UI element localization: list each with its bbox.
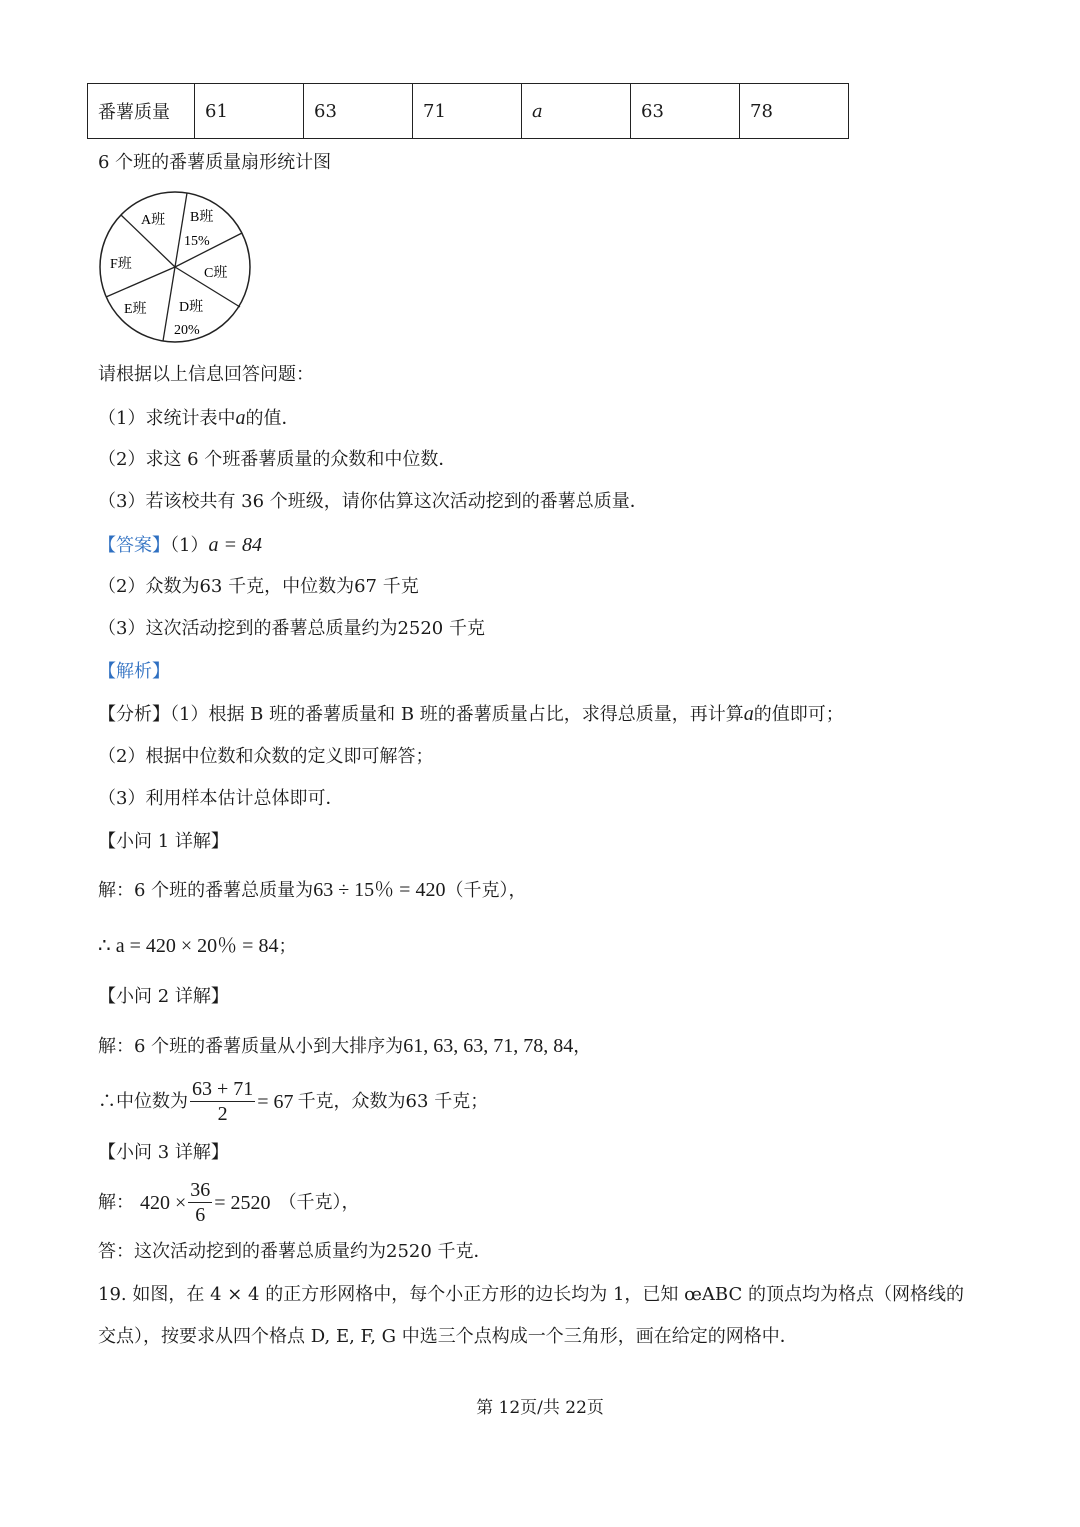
analysis-line-3: （3）利用样本估计总体即可． [98, 788, 344, 809]
variable-a: a [743, 703, 754, 725]
detail-2-heading: 【小问 2 详解】 [98, 986, 229, 1007]
detail-1-line-2 [98, 934, 296, 959]
question-2: （2）求这 6 个班番薯质量的众数和中位数． [98, 449, 457, 470]
slice-label-d: D班 [179, 300, 204, 315]
answer-line-3: （3）这次活动挖到的番薯总质量约为2520 千克 [98, 618, 485, 639]
jiexi-tag: 【解析】 [98, 661, 170, 682]
question-3: （3）若该校共有 36 个班级，请你估算这次活动挖到的番薯总质量． [98, 491, 648, 512]
table-row [88, 84, 849, 139]
pie-chart-title: 6 个班的番薯质量扇形统计图 [98, 152, 332, 173]
slice-percent-d: 20% [174, 323, 200, 338]
table-cell: 71 [413, 84, 522, 139]
question-1-text: （1）求统计表中 [98, 408, 236, 429]
page-footer: 第 12页/共 22页 [476, 1398, 604, 1418]
slice-label-a: A班 [141, 213, 166, 228]
detail-1-math: 63 ÷ 15％ = 420 [313, 879, 446, 901]
pie-divider [175, 193, 187, 267]
detail-1-text: 解：6 个班的番薯总质量为 [98, 880, 314, 901]
answer-1-math: a = 84 [208, 534, 262, 556]
slice-label-e: E班 [124, 302, 147, 317]
fraction-numerator: 63 + 71 [192, 1078, 254, 1100]
question-1-text-end: 的值． [245, 408, 300, 429]
table-cell: 63 [304, 84, 413, 139]
detail-3-line-1 [98, 1178, 360, 1227]
analysis-text: 【分析】（1）根据 B 班的番薯质量和 B 班的番薯质量占比，求得总质量，再计算 [98, 704, 744, 725]
detail-3-result: = 2520 [214, 1191, 271, 1214]
table-cell: 78 [740, 84, 849, 139]
detail-1-heading: 【小问 1 详解】 [98, 831, 229, 852]
table-cell: 63 [631, 84, 740, 139]
analysis-line-2: （2）根据中位数和众数的定义即可解答； [98, 746, 434, 767]
slice-label-c: C班 [204, 266, 228, 281]
detail-1-punct: ； [278, 936, 297, 957]
detail-2-line-1 [98, 1034, 591, 1059]
question-19-line-1: 19. 如图，在 4 × 4 的正方形网格中，每个小正方形的边长均为 1，已知 œABC 的顶点均为格点（网格线的 [98, 1284, 964, 1305]
slice-label-f: F班 [110, 257, 132, 272]
row-header: 番薯质量 [88, 84, 195, 139]
table-cell: a [522, 84, 631, 139]
detail-2-text-2: ∴中位数为 [98, 1090, 188, 1112]
question-1 [98, 406, 299, 431]
answer-tag: 【答案】 [98, 535, 170, 556]
detail-2-math: 61, 63, 63, 71, 78, 84 [403, 1035, 574, 1057]
question-19-line-2: 交点），按要求从四个格点 D, E, F, G 中选三个点构成一个三角形，画在给定的网格中． [98, 1326, 798, 1347]
fraction [190, 1077, 255, 1126]
analysis-line-1 [98, 702, 844, 727]
question-intro: 请根据以上信息回答问题： [98, 364, 314, 385]
pie-chart [96, 190, 256, 346]
detail-2-line-2 [98, 1077, 488, 1126]
fraction-numerator: 36 [190, 1179, 211, 1201]
slice-percent-b: 15% [184, 234, 210, 249]
fraction-denominator: 2 [217, 1103, 228, 1125]
answer-1-prefix: （1） [170, 535, 209, 556]
detail-3-line-2: 答：这次活动挖到的番薯总质量约为2520 千克． [98, 1241, 492, 1262]
detail-2-text: 解：6 个班的番薯质量从小到大排序为 [98, 1036, 404, 1057]
answer-line-1 [98, 533, 262, 558]
fraction [188, 1178, 212, 1227]
variable-a: a [235, 407, 246, 429]
table-cell: 61 [195, 84, 304, 139]
analysis-text-end: 的值即可； [753, 704, 844, 725]
detail-3-math-pre: 420 × [140, 1191, 187, 1214]
fraction-denominator: 6 [195, 1204, 206, 1226]
detail-3-heading: 【小问 3 详解】 [98, 1142, 229, 1163]
detail-1-unit: （千克）， [445, 880, 527, 901]
detail-3-unit: （千克）， [278, 1191, 360, 1213]
detail-2-text-3: 千克，众数为63 千克； [297, 1090, 489, 1112]
answer-line-2: （2）众数为63 千克，中位数为67 千克 [98, 576, 419, 597]
detail-2-punct: ， [573, 1036, 592, 1057]
detail-3-text: 解： [98, 1191, 134, 1213]
stats-table [87, 83, 849, 139]
slice-label-b: B班 [190, 210, 214, 225]
detail-1-line-1 [98, 878, 526, 903]
detail-2-result: = 67 [257, 1090, 294, 1113]
detail-1-math-2: ∴ a = 420 × 20％ = 84 [98, 935, 279, 957]
